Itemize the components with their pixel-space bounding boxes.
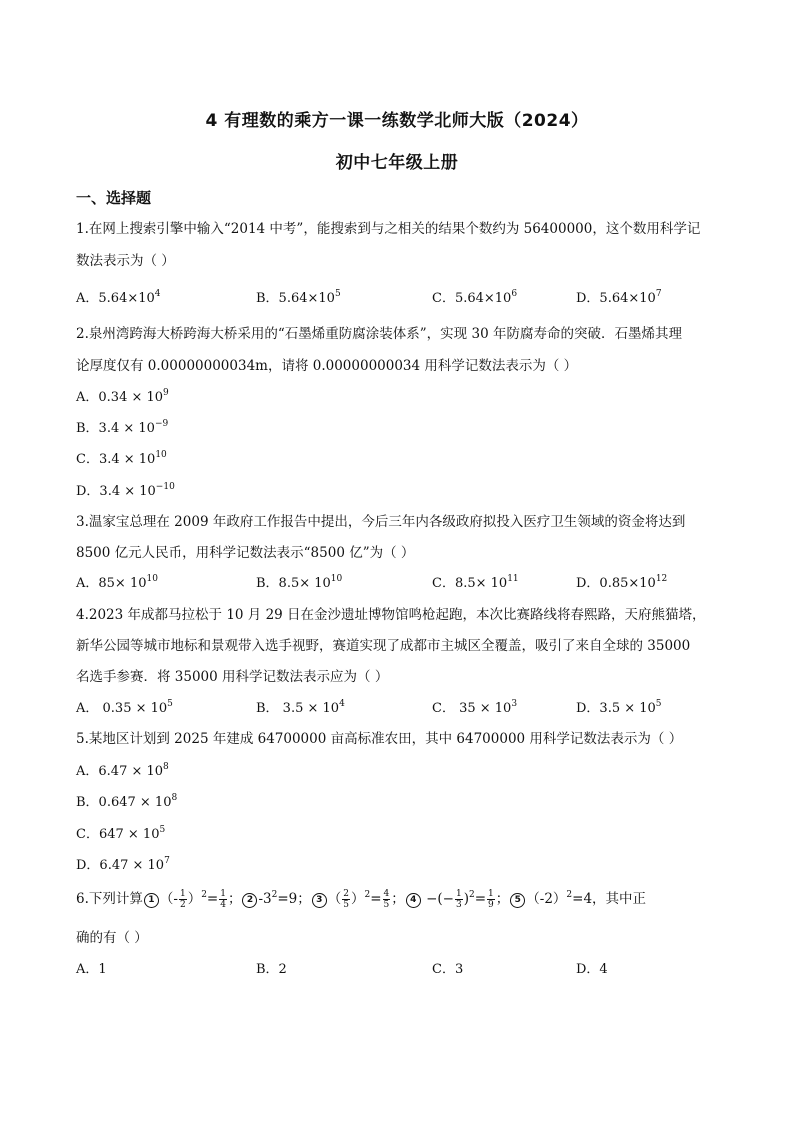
q4-option-a[interactable]: A． $0.35 \times 10^5$ <box>76 699 173 716</box>
q2-option-b[interactable]: B．$3.4 \times 10^{-9}$ <box>76 419 169 436</box>
q3-line1: 3.温家宝总理在 2009 年政府工作报告中提出，今后三年内各级政府拟投入医疗卫生领域的资金将达到 <box>76 514 686 530</box>
circled-number-icon: 5 <box>510 893 525 908</box>
q4-option-c[interactable]: C． $35 \times 10^3$ <box>432 699 518 716</box>
q3-option-b[interactable]: B．$8.5\times 10^{10}$ <box>256 574 343 591</box>
q5-option-c[interactable]: C．$647 \times 10^5$ <box>76 825 166 842</box>
q4-line3: 名选手参赛．将 35000 用科学记数法表示应为（ ） <box>76 669 389 685</box>
q4-line1: 4.2023 年成都马拉松于 10 月 29 日在金沙遗址博物馆鸣枪起跑，本次比赛路线将春熙路，天府熊猫塔， <box>76 607 706 623</box>
q5-line1: 5.某地区计划到 2025 年建成 64700000 亩高标准农田，其中 64700000 用科学记数法表示为（ ） <box>76 731 683 747</box>
q3-option-c[interactable]: C．$8.5\times 10^{11}$ <box>432 574 519 591</box>
q4-option-d[interactable]: D．$3.5 \times 10^5$ <box>576 699 662 716</box>
q5-option-a[interactable]: A．$6.47 \times 10^8$ <box>76 762 169 779</box>
q1-option-a[interactable]: A．$5.64\times 10^4$ <box>76 289 161 306</box>
circled-number-icon: 1 <box>144 893 159 908</box>
page-subtitle: 初中七年级上册 <box>335 153 459 173</box>
q6-line1: 6.下列计算 1 （- $\frac{1}{2}$ ）$^2$= $\frac{1}{4}$ ； 2 $-3^2=9$； 3 （ $\frac{2}{5}$ ）$^2$= $\frac{4}{5}$ ； 4 −(− $\frac{1}{3}$ )$^2$= $\frac{1}{9}$ ； 5 $(-2)^2=4$，其中正 <box>76 889 647 910</box>
q4-line2: 新华公园等城市地标和景观带入选手视野，赛道实现了成都市主城区全覆盖，吸引了来自全球的 35000 <box>76 638 691 654</box>
q4-option-b[interactable]: B． $3.5 \times 10^4$ <box>256 699 345 716</box>
q2-line2: 论厚度仅有 0.00000000034m，请将 0.00000000034 用科学记数法表示为（ ） <box>76 358 578 374</box>
q1-line2: 数法表示为（ ） <box>76 253 175 269</box>
q2-line1: 2.泉州湾跨海大桥跨海大桥采用的“石墨烯重防腐涂装体系”，实现 30 年防腐寿命的突破．石墨烯其理 <box>76 326 682 342</box>
q2-option-c[interactable]: C．$3.4 \times 10^{10}$ <box>76 450 167 467</box>
page-title: 4 有理数的乘方一课一练数学北师大版（2024） <box>205 111 589 131</box>
q2-option-d[interactable]: D．$3.4 \times 10^{-10}$ <box>76 482 175 499</box>
q5-option-b[interactable]: B．$0.647 \times 10^8$ <box>76 793 178 810</box>
q1-line1: 1.在网上搜索引擎中输入“2014 中考”，能搜索到与之相关的结果个数约为 56400000，这个数用科学记 <box>76 221 701 237</box>
q6-option-c[interactable]: C．3 <box>432 962 464 977</box>
q6-option-d[interactable]: D．4 <box>576 962 608 977</box>
q2-option-a[interactable]: A．$0.34 \times 10^9$ <box>76 388 169 405</box>
section-heading: 一、选择题 <box>76 189 152 207</box>
circled-number-icon: 3 <box>312 893 327 908</box>
q1-option-c[interactable]: C．$5.64\times 10^6$ <box>432 289 518 306</box>
circled-number-icon: 2 <box>242 893 257 908</box>
q3-line2: 8500 亿元人民币，用科学记数法表示“8500 亿”为（ ） <box>76 545 415 561</box>
q1-option-d[interactable]: D．$5.64\times 10^7$ <box>576 289 662 306</box>
q5-option-d[interactable]: D．$6.47 \times 10^7$ <box>76 856 170 873</box>
q6-option-b[interactable]: B．2 <box>256 962 287 977</box>
circled-number-icon: 4 <box>406 893 421 908</box>
q1-option-b[interactable]: B．$5.64\times 10^5$ <box>256 289 341 306</box>
q6-line2: 确的有（ ） <box>76 930 148 946</box>
q6-option-a[interactable]: A．1 <box>76 962 107 977</box>
q3-option-a[interactable]: A．$85\times 10^{10}$ <box>76 574 158 591</box>
q3-option-d[interactable]: D．$0.85\times 10^{12}$ <box>576 574 668 591</box>
